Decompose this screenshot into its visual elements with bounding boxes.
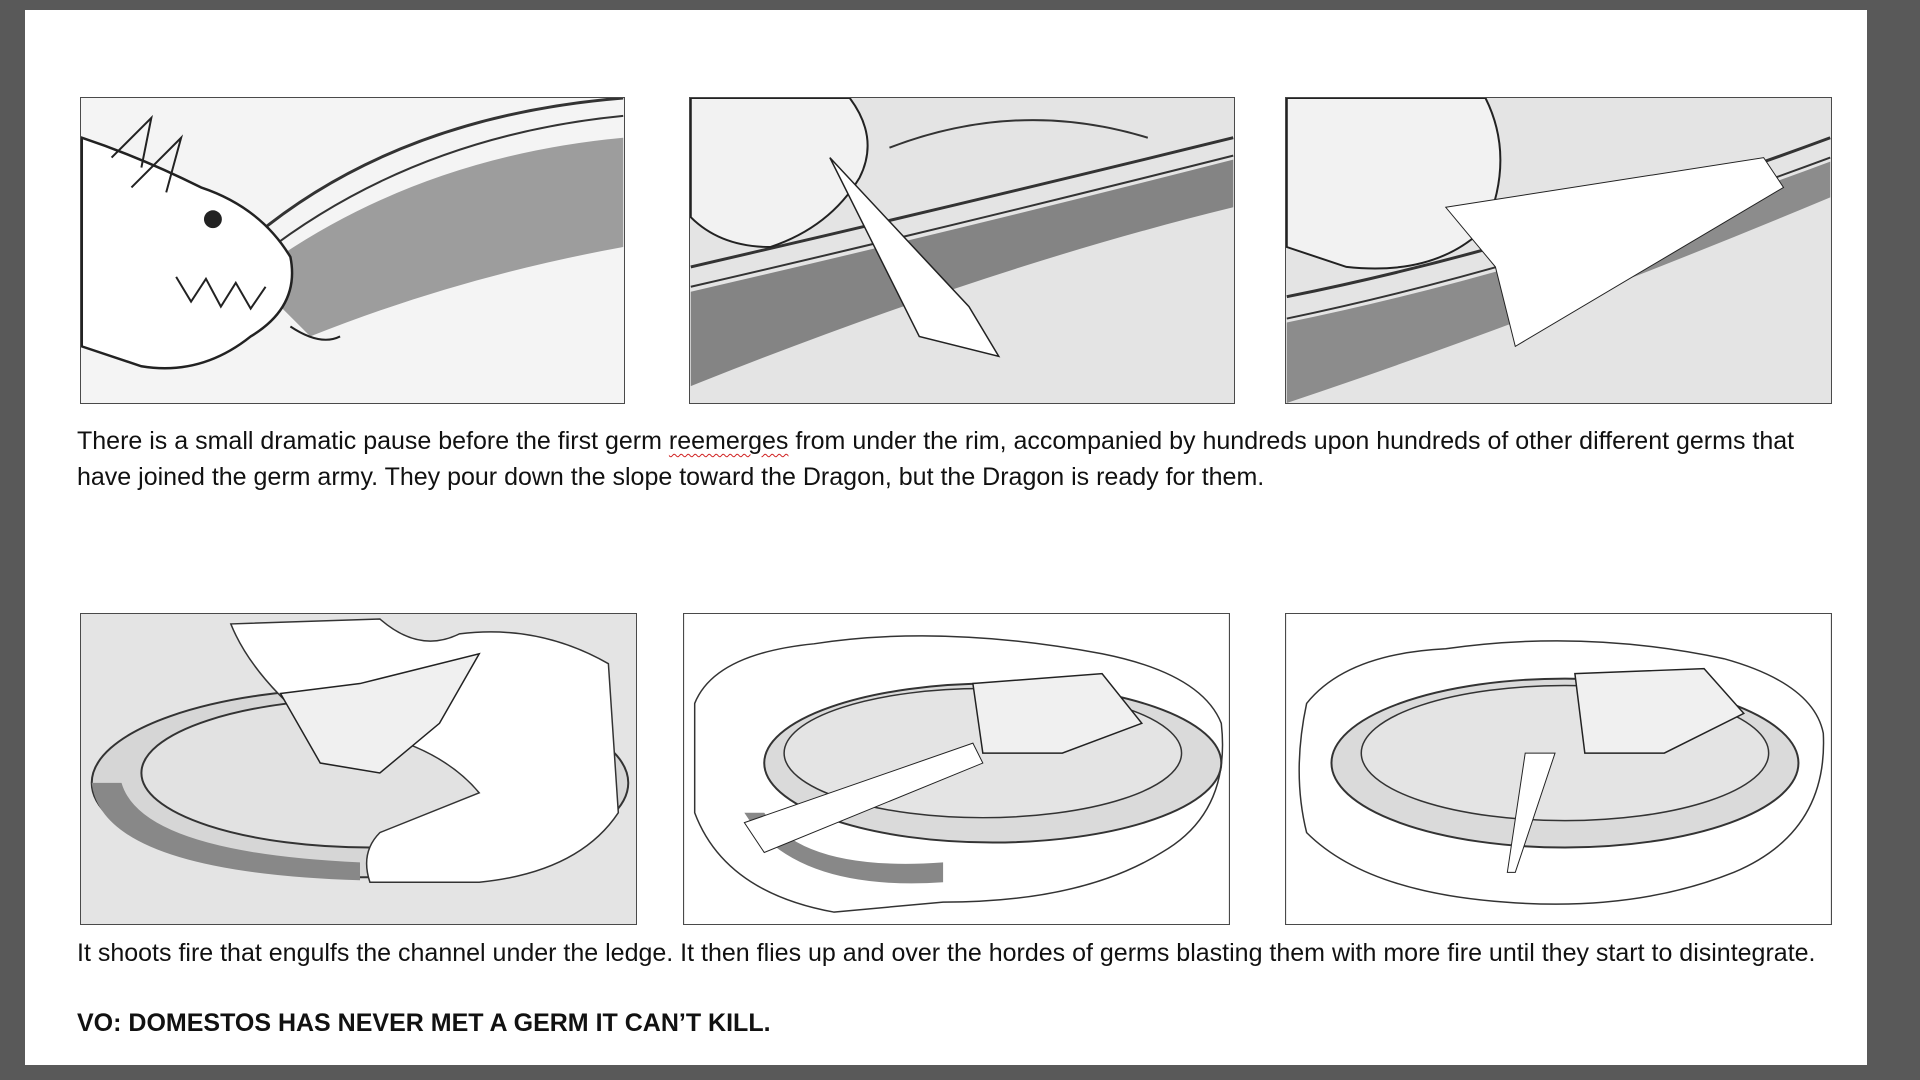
dragon-flying-over-dish-sketch [81,614,636,924]
dragon-fire-down-sketch [1286,614,1831,924]
panel-caption-row-2: It shoots fire that engulfs the channel under the ledge. It then flies up and over the hordes of germs blasting them with more fire until they start to disintegrate. [77,939,1816,967]
dragon-fire-stream-sketch [1286,98,1831,403]
storyboard-panel-1 [80,97,625,404]
dragon-breathing-fire-sketch [690,98,1234,403]
voiceover-line: VO: DOMESTOS HAS NEVER MET A GERM IT CAN’T KILL. [77,1009,771,1037]
dragon-on-dish-rim-sketch [684,614,1229,924]
dragon-head-sketch [81,98,624,403]
spellcheck-flagged-word[interactable]: reemerges [668,427,789,455]
storyboard-panel-4 [80,613,637,925]
storyboard-panel-3 [1285,97,1832,404]
document-page [25,10,1867,1065]
storyboard-panel-6 [1285,613,1832,925]
panel-caption-row-1 [77,423,1817,495]
caption-1-text-start: There is a small dramatic pause before the first germ [77,427,669,455]
caption-1-text-end: from under the rim, accompanied by hundreds upon hundreds of other different germs that have joined the germ army. They pour down the slope toward the Dragon, but the Dragon is ready for them. [77,427,1795,491]
storyboard-panel-5 [683,613,1230,925]
storyboard-panel-2 [689,97,1235,404]
